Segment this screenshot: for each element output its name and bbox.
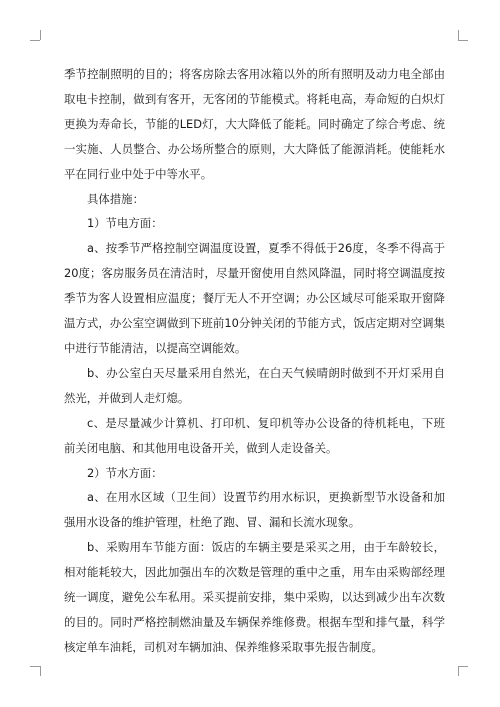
crop-mark-top-left-vertical xyxy=(40,30,41,40)
crop-mark-top-left-horizontal xyxy=(30,40,40,41)
crop-mark-bottom-left-horizontal xyxy=(30,666,40,667)
document-body xyxy=(64,62,445,660)
paragraph-electricity-a: a、按季节严格控制空调温度设置，夏季不得低于26度，冬季不得高于20度；客房服务员在清洁时，尽量开窗使用自然风降温，同时将空调温度按季节为客人设置相应温度；餐厅无人不开空调；办公区域尽可能采取开窗降温方式，办公室空调做到下班前10分钟关闭的节能方式，饭店定期对空调集中进行节能清洁，以提高空调能效。 xyxy=(64,241,445,355)
crop-mark-top-right-vertical xyxy=(458,30,459,40)
paragraph-water-heading: 2）节水方面： xyxy=(87,465,163,480)
paragraph-electricity-heading: 1）节电方面： xyxy=(87,216,163,231)
paragraph-water-a: a、在用水区域（卫生间）设置节约用水标识，更换新型节水设备和加强用水设备的维护管理，杜绝了跑、冒、漏和长流水现象。 xyxy=(64,490,445,530)
paragraph-electricity-b: b、办公室白天尽量采用自然光，在白天气候晴朗时做到不开灯采用自然光，并做到人走灯熄。 xyxy=(64,365,445,405)
crop-mark-bottom-right-horizontal xyxy=(458,666,468,667)
paragraph-electricity-c: c、是尽量减少计算机、打印机、复印机等办公设备的待机耗电，下班前关闭电脑、和其他用电设备开关，做到人走设备关。 xyxy=(64,415,445,455)
crop-mark-bottom-right-vertical xyxy=(458,666,459,676)
paragraph-measures-heading: 具体措施： xyxy=(87,191,144,206)
crop-mark-top-right-horizontal xyxy=(458,40,468,41)
crop-mark-bottom-left-vertical xyxy=(40,666,41,676)
paragraph-water-b: b、采购用车节能方面：饭店的车辆主要是采买之用，由于车龄较长，相对能耗较大，因此加强出车的次数是管理的重中之重，用车由采购部经理统一调度，避免公车私用。采买提前安排，集中采购，以达到减少出车次数的目的。同时严格控制燃油量及车辆保养维修费。根据车型和排气量，科学核定单车油耗，司机对车辆加油、保养维修采取事先报告制度。 xyxy=(64,540,445,654)
paragraph-intro: 季节控制照明的目的；将客房除去客用冰箱以外的所有照明及动力电全部由取电卡控制，做到有客开，无客闭的节能模式。将耗电高，寿命短的白炽灯更换为寿命长，节能的LED灯，大大降低了能耗。同时确定了综合考虑、统一实施、人员整合、办公场所整合的原则，大大降低了能源消耗。使能耗水平在同行业中处于中等水平。 xyxy=(64,67,445,181)
